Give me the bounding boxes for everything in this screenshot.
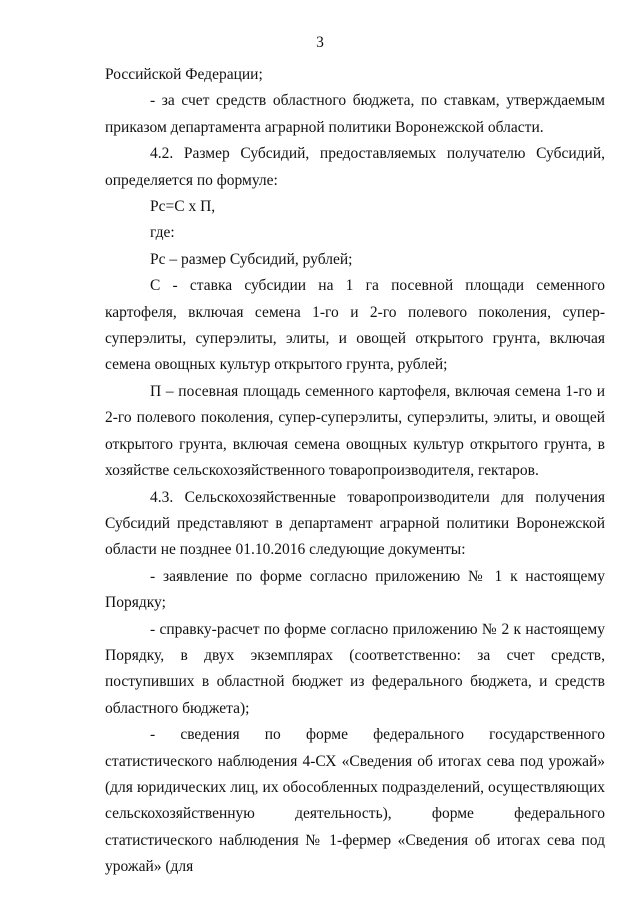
paragraph: 4.2. Размер Субсидий, предоставляемых получателю Субсидий, определяется по формуле: (105, 145, 605, 189)
document-body (105, 62, 605, 881)
formula: Рс=С х П, (150, 198, 216, 216)
paragraph: 4.3. Сельскохозяйственные товаропроизводители для получения Субсидий представляют в департамент аграрной политики Воронежской области не позднее 01.10.2016 следующие документы: (105, 488, 605, 559)
page-number: 3 (316, 34, 324, 51)
formula-definition: С - ставка субсидии на 1 га посевной площади семенного картофеля, включая семена 1-го и 2-го полевого поколения, супер-суперэлиты, суперэлиты, элиты, и овощей открытого грунта, включая семена овощных культур открытого грунта, рублей; (105, 277, 605, 374)
list-item: - сведения по форме федерального государственного статистического наблюдения 4-СХ «Сведения об итогах сева под урожай» (для юридических лиц, их обособленных подразделений, осуществляющих сельскохозяйственную деятельность), форме федерального статистического наблюдения № 1-фермер «Сведения об итогах сева под урожай» (для (105, 726, 605, 876)
paragraph: Российской Федерации; (105, 66, 263, 83)
paragraph: - за счет средств областного бюджета, по ставкам, утверждаемым приказом департамента аграрной политики Воронежской области. (105, 92, 605, 136)
list-item: - справку-расчет по форме согласно приложению № 2 к настоящему Порядку, в двух экземплярах (соответственно: за счет средств, поступивших в областной бюджет из федерального бюджета, и средств областного бюджета); (105, 620, 605, 717)
formula-where: где: (150, 224, 175, 242)
formula-definition: П – посевная площадь семенного картофеля, включая семена 1-го и 2-го полевого поколения, супер-суперэлиты, суперэлиты, элиты, и овощей открытого грунта, включая семена овощных культур открытого грунта, в хозяйстве сельскохозяйственного товаропроизводителя, гектаров. (105, 382, 605, 480)
formula-definition: Рс – размер Субсидий, рублей; (150, 250, 353, 268)
list-item: - заявление по форме согласно приложению № 1 к настоящему Порядку; (105, 567, 605, 612)
